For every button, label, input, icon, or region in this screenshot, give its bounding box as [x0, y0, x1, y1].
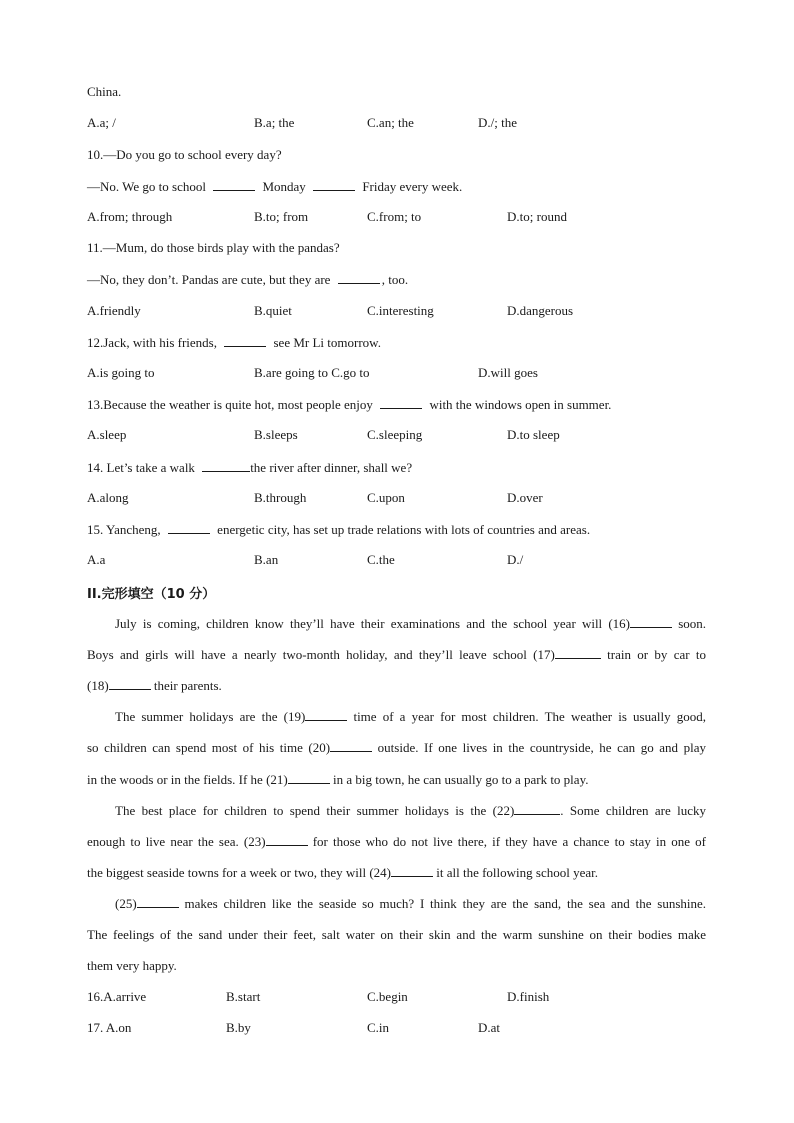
- q10-stem: 10.—Do you go to school every day?: [87, 147, 282, 162]
- blank-17: [555, 646, 601, 659]
- p2-l1-part-a: The summer holidays are the (19): [115, 709, 306, 724]
- q16-option-c: C.begin: [367, 989, 408, 1004]
- p3-l2-part-b: for those who do not live there, if they have a chance to stay in one of: [312, 834, 706, 849]
- q17-option-d: D.at: [478, 1020, 501, 1035]
- q12-stem-part-a: 12.Jack, with his friends,: [87, 335, 217, 350]
- p3-l3-part-a: the biggest seaside towns for a week or two, they will (24): [87, 865, 391, 880]
- q11-blank: [338, 271, 380, 284]
- q14-option-d: D.over: [507, 490, 543, 505]
- q13-option-b: B.sleeps: [254, 427, 298, 442]
- passage-p1-line1: [115, 615, 706, 632]
- p2-l1-part-b: time of a year for most children. The weather is usually good,: [353, 709, 707, 724]
- q15-stem: [87, 521, 590, 538]
- q9-option-b: B.a; the: [254, 115, 295, 130]
- q14-stem: [87, 459, 412, 476]
- q13-blank: [380, 396, 422, 409]
- passage-p3-line2: [87, 833, 706, 850]
- blank-23: [266, 833, 308, 846]
- blank-19: [305, 708, 347, 721]
- q12-stem-part-b: see Mr Li tomorrow.: [273, 335, 381, 350]
- passage-p4-line1: [115, 895, 706, 912]
- passage-p4-line3: them very happy.: [87, 958, 177, 973]
- blank-24: [391, 864, 433, 877]
- q10-option-c: C.from; to: [367, 209, 422, 224]
- q10-blank-1: [213, 178, 255, 191]
- q16-option-a: 16.A.arrive: [87, 989, 147, 1004]
- q13-stem-part-b: with the windows open in summer.: [429, 397, 612, 412]
- q17-option-a: 17. A.on: [87, 1020, 132, 1035]
- passage-p1-line3: [87, 677, 222, 694]
- q12-stem: [87, 334, 381, 351]
- q12-blank: [224, 334, 266, 347]
- p3-l3-part-b: it all the following school year.: [436, 865, 598, 880]
- q11-option-b: B.quiet: [254, 303, 292, 318]
- q10-reply-part-c: Friday every week.: [362, 179, 463, 194]
- q13-option-a: A.sleep: [87, 427, 127, 442]
- q10-reply-part-a: —No. We go to school: [87, 179, 206, 194]
- blank-16: [630, 615, 672, 628]
- q10-reply: [87, 178, 462, 195]
- passage-p3-line1: [115, 802, 706, 819]
- p3-l1-part-b: . Some children are lucky: [560, 803, 706, 818]
- p1-l3-part-a: (18): [87, 678, 109, 693]
- q11-option-a: A.friendly: [87, 303, 141, 318]
- q9-option-a: A.a; /: [87, 115, 116, 130]
- blank-25: [137, 895, 179, 908]
- p1-l1-part-b: soon.: [678, 616, 707, 631]
- p1-l3-part-b: their parents.: [153, 678, 222, 693]
- q16-option-d: D.finish: [507, 989, 550, 1004]
- p1-l2-part-a: Boys and girls will have a nearly two-month holiday, and they’ll leave school (17): [87, 647, 555, 662]
- q11-reply: [87, 271, 408, 288]
- q17-option-c: C.in: [367, 1020, 390, 1035]
- q11-reply-part-a: —No, they don’t. Pandas are cute, but they are: [87, 272, 331, 287]
- q15-option-a: A.a: [87, 552, 106, 567]
- q10-option-d: D.to; round: [507, 209, 567, 224]
- q12-option-d: D.will goes: [478, 365, 538, 380]
- passage-p2-line1: [115, 708, 706, 725]
- q14-stem-part-a: 14. Let’s take a walk: [87, 460, 195, 475]
- blank-22: [514, 802, 560, 815]
- q12-option-bc: B.are going to C.go to: [254, 365, 370, 380]
- q15-option-c: C.the: [367, 552, 395, 567]
- p4-l1-part-a: (25): [115, 896, 137, 911]
- q15-stem-part-b: energetic city, has set up trade relations with lots of countries and areas.: [217, 522, 591, 537]
- q14-blank: [202, 459, 250, 472]
- passage-p4-line2: The feelings of the sand under their feet, salt water on their skin and the warm sunshine on their bodies make: [87, 927, 706, 942]
- blank-21: [288, 771, 330, 784]
- p2-l2-part-b: outside. If one lives in the countryside, he can go and play: [377, 740, 706, 755]
- q13-stem: [87, 396, 611, 413]
- blank-20: [330, 739, 372, 752]
- q15-option-d: D./: [507, 552, 524, 567]
- q10-option-a: A.from; through: [87, 209, 173, 224]
- q11-option-d: D.dangerous: [507, 303, 574, 318]
- blank-18: [109, 677, 151, 690]
- passage-p3-line3: [87, 864, 598, 881]
- q11-reply-part-b: , too.: [381, 272, 409, 287]
- q11-option-c: C.interesting: [367, 303, 434, 318]
- passage-p2-line3: [87, 771, 588, 788]
- passage-p2-line2: [87, 739, 706, 756]
- q14-option-b: B.through: [254, 490, 307, 505]
- p2-l3-part-b: in a big town, he can usually go to a park to play.: [332, 772, 589, 787]
- q14-option-c: C.upon: [367, 490, 405, 505]
- p3-l1-part-a: The best place for children to spend their summer holidays is the (22): [115, 803, 515, 818]
- q9-option-d: D./; the: [478, 115, 517, 130]
- q15-blank: [168, 521, 210, 534]
- q17-option-b: B.by: [226, 1020, 251, 1035]
- passage-p1-line2: [87, 646, 706, 663]
- q13-stem-part-a: 13.Because the weather is quite hot, most people enjoy: [87, 397, 373, 412]
- q15-option-b: B.an: [254, 552, 279, 567]
- q13-option-c: C.sleeping: [367, 427, 423, 442]
- p3-l2-part-a: enough to live near the sea. (23): [87, 834, 266, 849]
- q12-option-a: A.is going to: [87, 365, 155, 380]
- q10-option-b: B.to; from: [254, 209, 309, 224]
- q15-stem-part-a: 15. Yancheng,: [87, 522, 161, 537]
- q13-option-d: D.to sleep: [507, 427, 560, 442]
- p1-l1-part-a: July is coming, children know they’ll have their examinations and the school year will (16): [115, 616, 631, 631]
- q11-stem: 11.—Mum, do those birds play with the pandas?: [87, 240, 340, 255]
- q14-option-a: A.along: [87, 490, 129, 505]
- q10-reply-part-b: Monday: [262, 179, 306, 194]
- q9-tail: China.: [87, 84, 122, 99]
- q10-blank-2: [313, 178, 355, 191]
- p2-l2-part-a: so children can spend most of his time (20): [87, 740, 331, 755]
- section-title-cloze: II.完形填空（10 分）: [87, 587, 216, 602]
- q14-stem-part-b: the river after dinner, shall we?: [250, 460, 413, 475]
- q9-option-c: C.an; the: [367, 115, 414, 130]
- q16-option-b: B.start: [226, 989, 261, 1004]
- p2-l3-part-a: in the woods or in the fields. If he (21): [87, 772, 288, 787]
- p4-l1-part-b: makes children like the seaside so much? I think they are the sand, the sea and the sunshine.: [184, 896, 707, 911]
- p1-l2-part-b: train or by car to: [607, 647, 706, 662]
